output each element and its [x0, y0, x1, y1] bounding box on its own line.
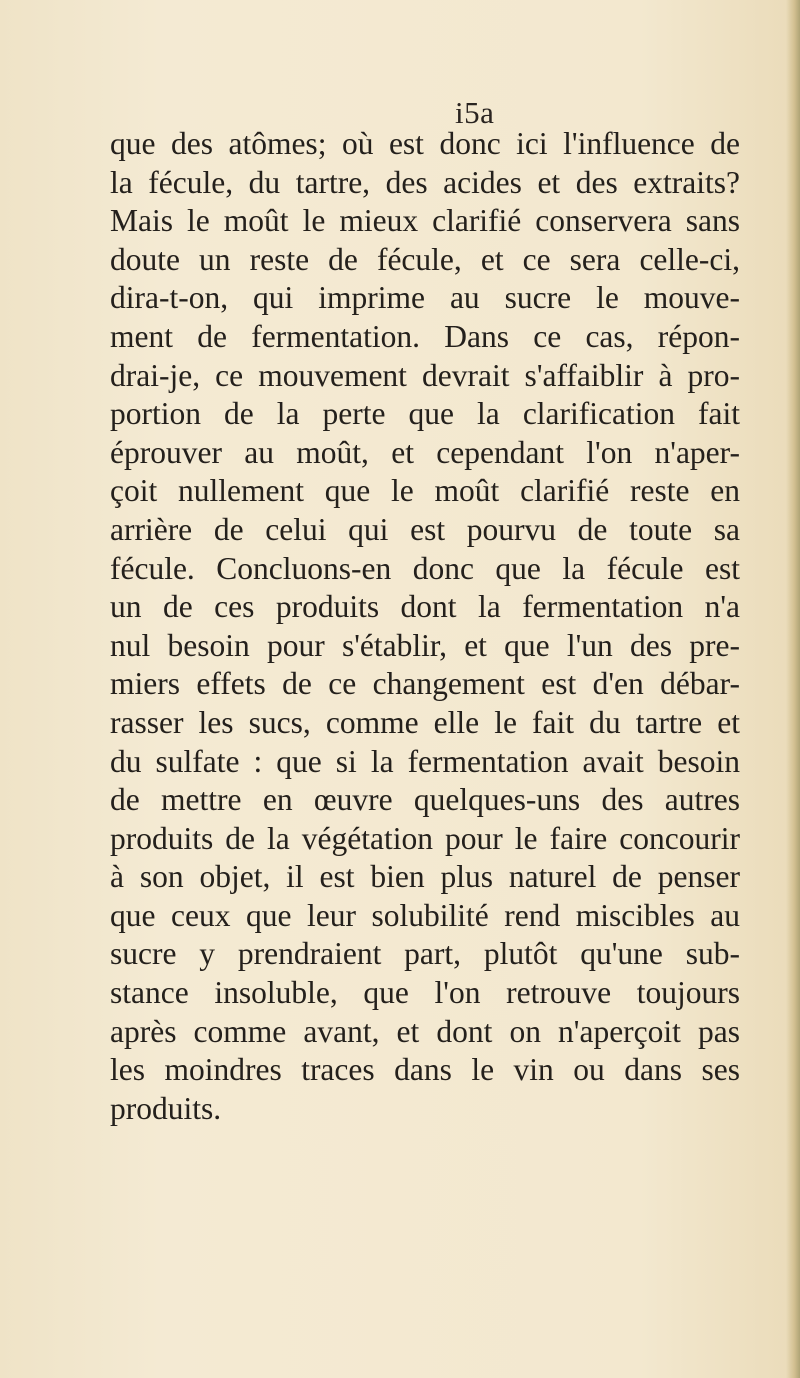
page-number: i5a — [455, 95, 495, 130]
text-line: un de ces produits dont la fermentation n'a — [110, 589, 740, 625]
body-text — [110, 125, 740, 1128]
text-line: du sulfate : que si la fermentation avait besoin — [110, 743, 740, 779]
text-line: nul besoin pour s'établir, et que l'un des pre- — [110, 627, 740, 663]
text-line: stance insoluble, que l'on retrouve toujours — [110, 975, 740, 1011]
text-line: miers effets de ce changement est d'en débar- — [110, 666, 740, 702]
text-line: produits de la végétation pour le faire concourir — [110, 820, 740, 856]
text-line: ment de fermentation. Dans ce cas, répon- — [110, 318, 740, 354]
text-line: portion de la perte que la clarification fait — [110, 396, 740, 432]
text-line: sucre y prendraient part, plutôt qu'une sub- — [110, 936, 740, 972]
page-edge — [786, 0, 800, 1378]
text-line: produits. — [110, 1090, 222, 1126]
text-line: doute un reste de fécule, et ce sera celle-ci, — [110, 241, 740, 277]
text-line: dira-t-on, qui imprime au sucre le mouve- — [110, 280, 740, 316]
text-line: éprouver au moût, et cependant l'on n'aper- — [110, 434, 740, 470]
text-line: après comme avant, et dont on n'aperçoit pas — [110, 1013, 740, 1049]
text-line: Mais le moût le mieux clarifié conservera sans — [110, 203, 740, 239]
text-line: arrière de celui qui est pourvu de toute sa — [110, 511, 740, 547]
text-line: fécule. Concluons-en donc que la fécule est — [110, 550, 740, 586]
text-line: drai-je, ce mouvement devrait s'affaiblir à pro- — [110, 357, 740, 393]
text-line: que ceux que leur solubilité rend miscibles au — [110, 897, 740, 933]
text-line: les moindres traces dans le vin ou dans ses — [110, 1052, 740, 1088]
text-line: que des atômes; où est donc ici l'influence de — [110, 126, 740, 161]
text-line: la fécule, du tartre, des acides et des extraits? — [110, 164, 740, 200]
text-line: rasser les sucs, comme elle le fait du tartre et — [110, 704, 740, 740]
text-line: à son objet, il est bien plus naturel de penser — [110, 859, 740, 895]
text-line: de mettre en œuvre quelques-uns des autres — [110, 782, 740, 818]
text-line: çoit nullement que le moût clarifié reste en — [110, 473, 740, 509]
